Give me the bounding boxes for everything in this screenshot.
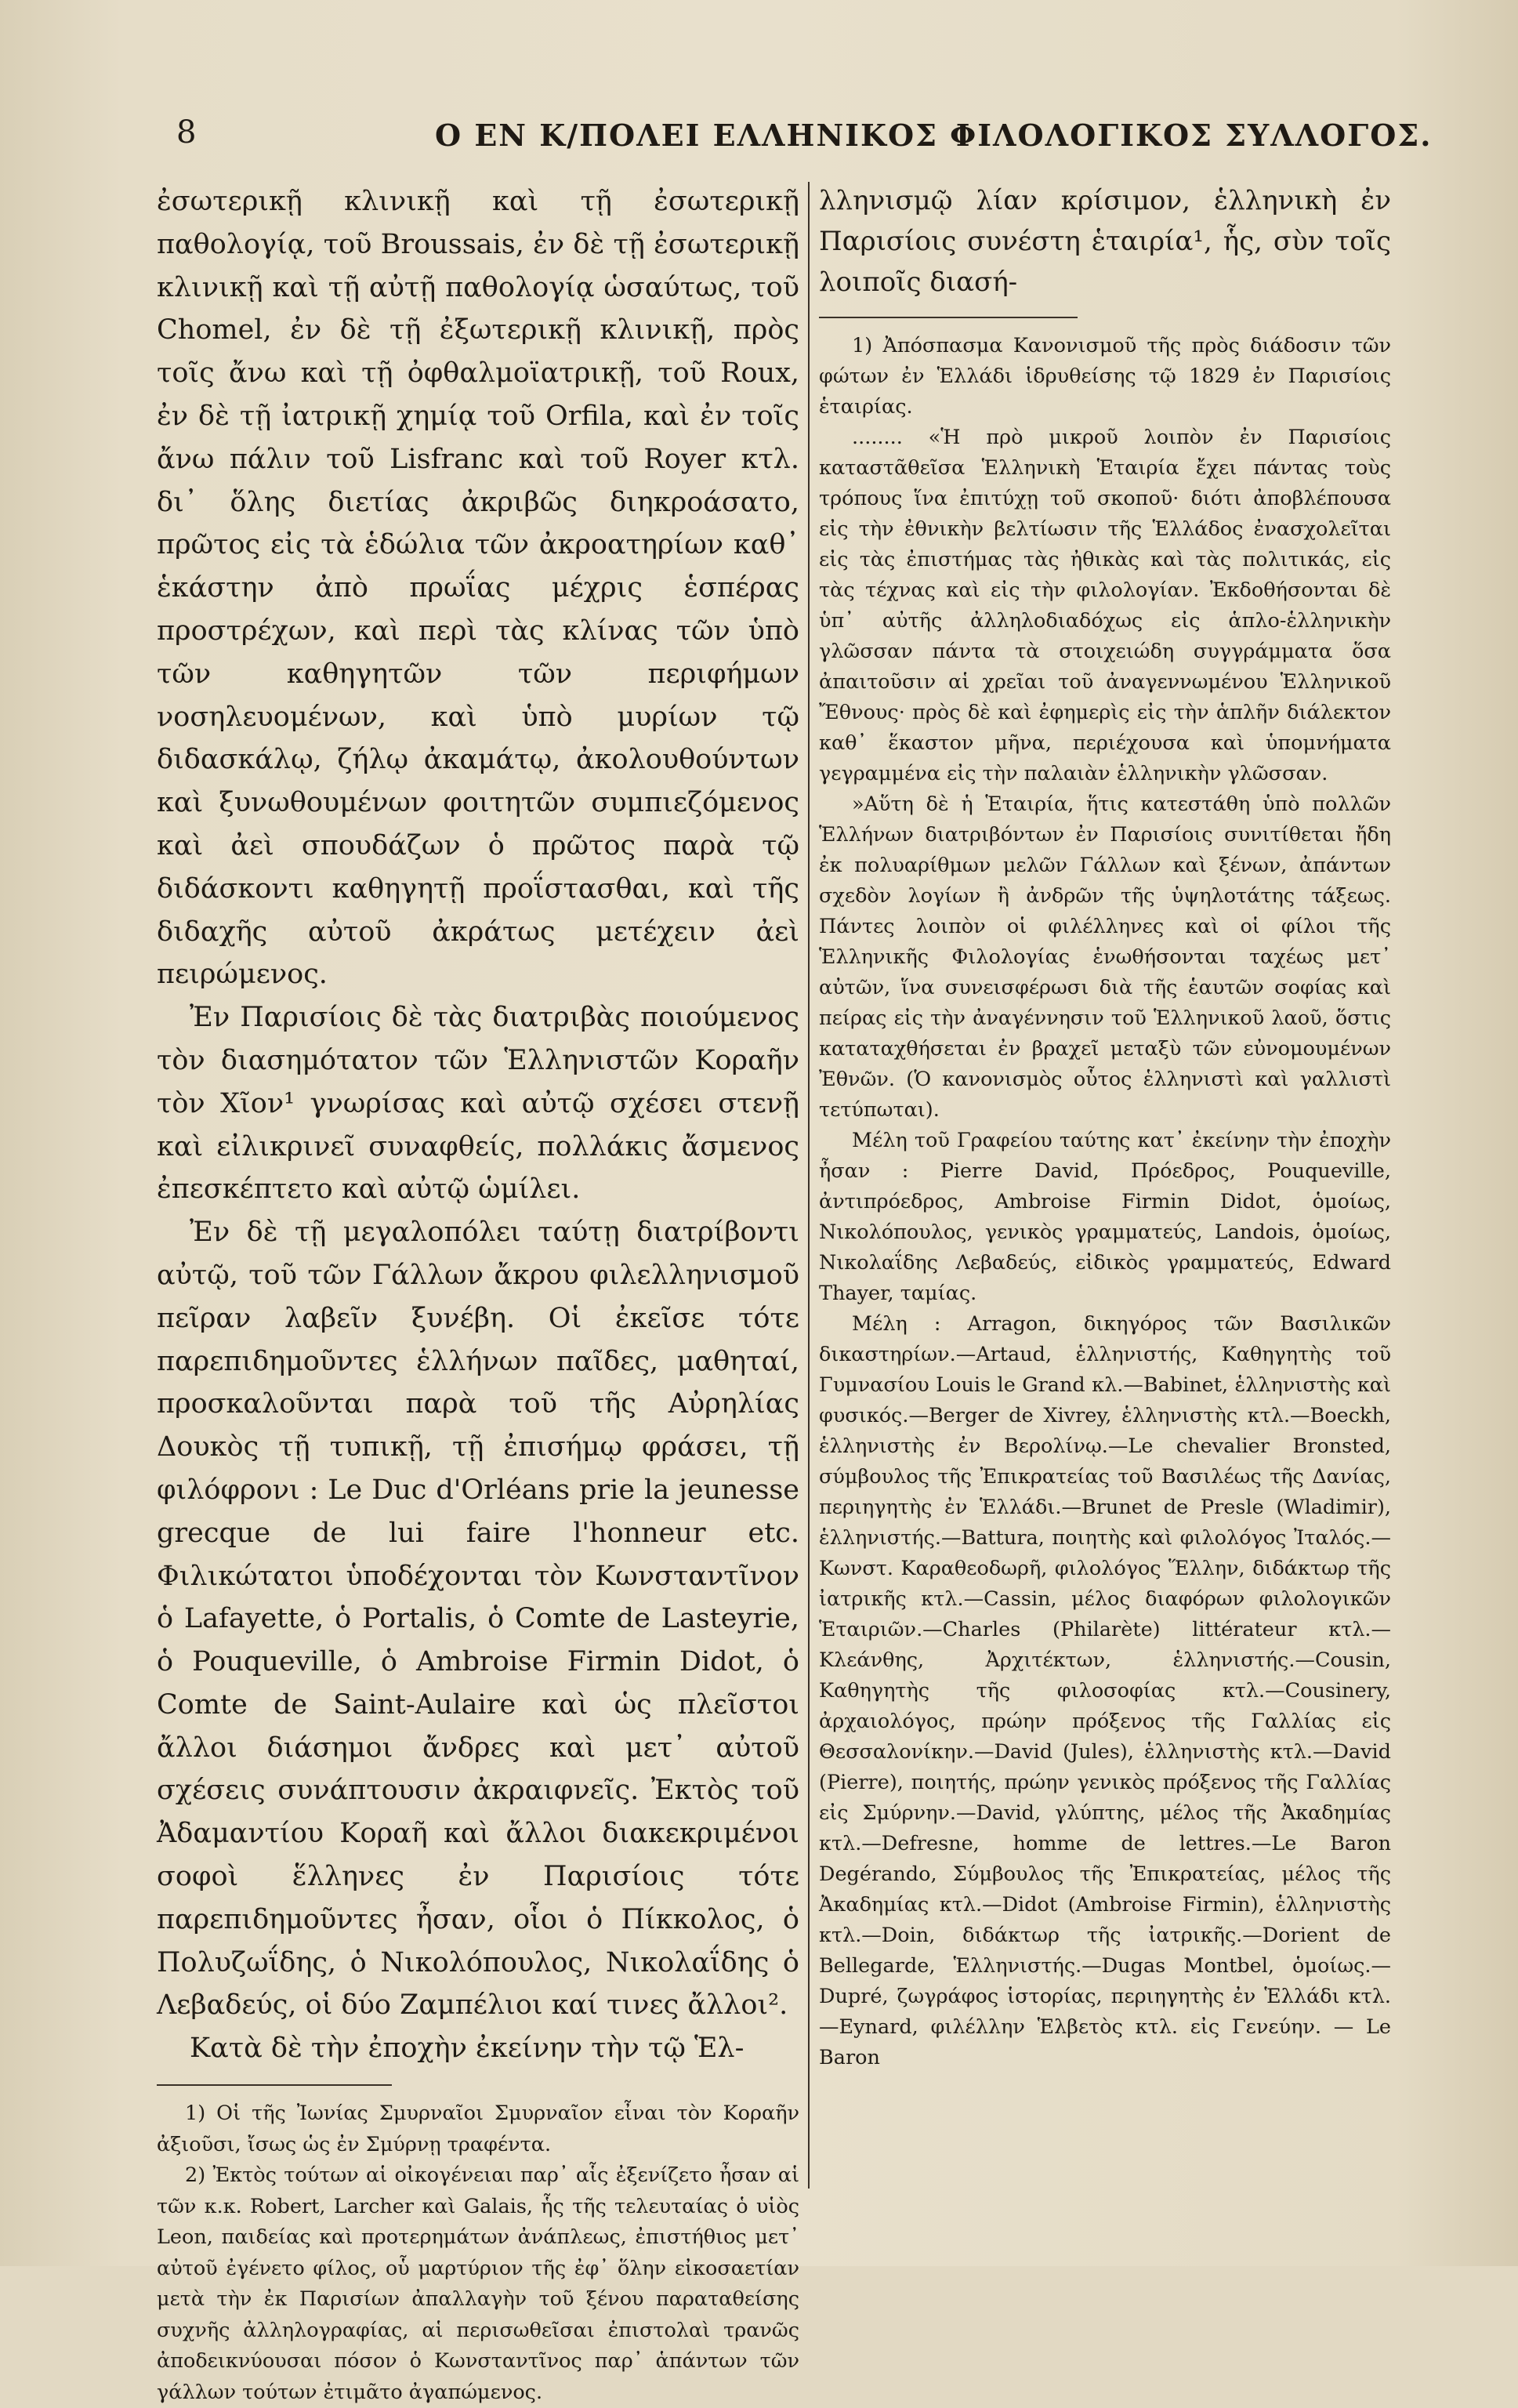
paragraph: Κατὰ δὲ τὴν ἐποχὴν ἐκείνην τὴν τῷ Ἑλ- xyxy=(190,2033,745,2065)
footnote-quote: »Αὕτη δὲ ἡ Ἑταιρία, ἥτις κατεστάθη ὑπὸ πολλῶν Ἑλλήνων διατριβόντων ἐν Παρισίοις συνιτίθεται ἤδη ἐκ πολυαρίθμων μελῶν Γάλλων καὶ ξένων, ἀπάντων σχεδὸν λογίων ἢ ἀνδρῶν τῆς ὑψηλοτάτης τάξεως. Πάντες λοιπὸν οἱ φιλέλληνες καὶ οἱ φίλοι τῆς Ἑλληνικῆς Φιλολογίας ἑνωθήσονται ταχέως μετ᾽ αὐτῶν, ἵνα συνεισφέρωσι διὰ τῆς ἑαυτῶν σοφίας καὶ πείρας εἰς τὴν ἀναγέννησιν τοῦ Ἑλληνικοῦ λαοῦ, ὅστις καταταχθήσεται ἐν βραχεῖ μεταξὺ τῶν εὐνομουμένων Ἐθνῶν. (Ὁ κανονισμὸς οὗτος ἑλληνιστὶ καὶ γαλλιστὶ τετύπωται). xyxy=(819,792,1391,1122)
footnote-members-list: Μέλη : Arragon, δικηγόρος τῶν Βασιλικῶν δικαστηρίων.—Artaud, ἑλληνιστής, Καθηγητὴς τοῦ Γυμνασίου Louis le Grand κλ.—Babinet, ἑλληνιστὴς καὶ φυσικός.—Berger de Xivrey, ἑλληνιστὴς κτλ.—Boeckh, ἑλληνιστὴς ἐν Βερολίνῳ.—Le chevalier Bronsted, σύμβουλος τῆς Ἐπικρατείας τοῦ Βασιλέως τῆς Δανίας, περιηγητὴς ἐν Ἑλλάδι.—Brunet de Presle (Wladimir), ἑλληνιστής.—Battura, ποιητὴς καὶ φιλολόγος Ἰταλός.—Κωνστ. Καραθεοδωρῆ, φιλολόγος Ἕλλην, διδάκτωρ τῆς ἰατρικῆς κτλ.—Cassin, μέλος διαφόρων φιλολογικῶν Ἑταιριῶν.—Charles (Philarète) littérateur κτλ.—Κλεάνθης, Ἀρχιτέκτων, ἑλληνιστής.—Cousin, Καθηγητὴς τῆς φιλοσοφίας κτλ.—Cousinery, ἀρχαιολόγος, πρώην πρόξενος τῆς Γαλλίας εἰς Θεσσαλονίκην.—David (Jules), ἑλληνιστὴς κτλ.—David (Pierre), ποιητής, πρώην γενικὸς πρόξενος τῆς Γαλλίας εἰς Σμύρνην.—David, γλύπτης, μέλος τῆς Ἀκαδημίας κτλ.—Defresne, homme de lettres.—Le Baron Degérando, Σύμβουλος τῆς Ἐπικρατείας, μέλος τῆς Ἀκαδημίας κτλ.—Didot (Ambroise Firmin), ἑλληνιστὴς κτλ.—Doin, διδάκτωρ τῆς ἰατρικῆς.—Dorient de Bellegarde, Ἑλληνιστής.—Dugas Montbel, ὁμοίως.—Dupré, ζωγράφος ἱστορίας, περιηγητὴς ἐν Ἑλλάδι κτλ.—Eynard, φιλέλλην Ἑλβετὸς κτλ. εἰς Γενεύην. — Le Baron xyxy=(819,1312,1391,2069)
footnote-rule xyxy=(157,2084,392,2086)
left-column xyxy=(157,180,799,2408)
footnote-quote: ........ «Ἡ πρὸ μικροῦ λοιπὸν ἐν Παρισίοις καταστᾶθεῖσα Ἑλληνικὴ Ἑταιρία ἔχει πάντας τοὺς τρόπους ἵνα ἐπιτύχῃ τοῦ σκοποῦ· διότι ἀποβλέπουσα εἰς τὴν ἐθνικὴν βελτίωσιν τῆς Ἑλλάδος ἐνασχολεῖται εἰς τὰς ἐπιστήμας τὰς ἠθικὰς καὶ τὰς πολιτικάς, εἰς τὰς τέχνας καὶ εἰς τὴν φιλολογίαν. Ἐκδοθήσονται δὲ ὑπ᾽ αὐτῆς ἀλληλοδιαδόχως εἰς ἁπλο-ἑλληνικὴν γλῶσσαν πάντα τὰ στοιχειώδη συγγράμματα ὅσα ἀπαιτοῦσιν αἱ χρεῖαι τοῦ ἀναγεννωμένου Ἑλληνικοῦ Ἔθνους· πρὸς δὲ καὶ ἐφημερὶς εἰς τὴν ἁπλῆν διάλεκτον καθ᾽ ἕκαστον μῆνα, περιέχουσα καὶ ὑπομνήματα γεγραμμένα εἰς τὴν παλαιὰν ἑλληνικὴν γλῶσσαν. xyxy=(819,426,1391,785)
footnote: 2) Ἐκτὸς τούτων αἱ οἰκογένειαι παρ᾽ αἷς ἐξενίζετο ἦσαν αἱ τῶν κ.κ. Robert, Larcher καὶ Galais, ἧς τῆς τελευταίας ὁ υἱὸς Leon, παιδείας καὶ προτερημάτων ἀνάπλεως, ἐπιστήθιος μετ᾽ αὐτοῦ ἐγένετο φίλος, οὗ μαρτύριον τῆς ἐφ᾽ ὅλην εἰκοσαετίαν μετὰ τὴν ἐκ Παρισίων ἀπαλλαγὴν τοῦ ξένου παραταθείσης συχνῆς ἀλληλογραφίας, αἱ περισωθεῖσαι ἐπιστολαὶ τρανῶς ἀποδεικνύουσαι πόσον ὁ Κωνσταντῖνος παρ᾽ ἁπάντων τῶν γάλλων τούτων ἐτιμᾶτο ἀγαπώμενος. xyxy=(157,2163,799,2404)
paragraph: Ἐν Παρισίοις δὲ τὰς διατριβὰς ποιούμενος τὸν διασημότατον τῶν Ἑλληνιστῶν Κοραῆν τὸν Χῖον¹ γνωρίσας καὶ αὐτῷ σχέσει στενῇ καὶ εἰλικρινεῖ συναφθείς, πολλάκις ἄσμενος ἐπεσκέπτετο καὶ αὐτῷ ὡμίλει. xyxy=(157,1002,799,1206)
footnote: 1) Οἱ τῆς Ἰωνίας Σμυρναῖοι Σμυρναῖον εἶναι τὸν Κοραῆν ἀξιοῦσι, ἴσως ὡς ἐν Σμύρνῃ τραφέντα. xyxy=(157,2102,799,2156)
paragraph: λληνισμῷ λίαν κρίσιμον, ἑλληνικὴ ἐν Παρισίοις συνέστη ἑταιρία¹, ἧς, σὺν τοῖς λοιποῖς διασή- xyxy=(819,185,1391,298)
footnote-rule xyxy=(819,317,1078,318)
left-footnotes xyxy=(157,2098,799,2408)
page-number: 8 xyxy=(176,114,197,150)
footnote-members-board: Μέλη τοῦ Γραφείου ταύτης κατ᾽ ἐκείνην τὴν ἐποχὴν ἦσαν : Pierre David, Πρόεδρος, Pouqueville, ἀντιπρόεδρος, Ambroise Firmin Didot, ὁμοίως, Νικολόπουλος, γενικὸς γραμματεύς, Landois, ὁμοίως, Νικολαΐδης Λεβαδεύς, εἰδικὸς γραμματεύς, Edward Thayer, ταμίας. xyxy=(819,1129,1391,1305)
column-divider xyxy=(808,182,810,2189)
paragraph: Ἐν δὲ τῇ μεγαλοπόλει ταύτῃ διατρίβοντι αὐτῷ, τοῦ τῶν Γάλλων ἄκρου φιλελληνισμοῦ πεῖραν λαβεῖν ξυνέβη. Οἱ ἐκεῖσε τότε παρεπιδημοῦντες ἑλλήνων παῖδες, μαθηταί, προσκαλοῦνται παρὰ τοῦ τῆς Αὐρηλίας Δουκὸς τῇ τυπικῇ, τῇ ἐπισήμῳ φράσει, τῇ φιλόφρονι : Le Duc d'Orléans prie la jeunesse grecque de lui faire l'honneur etc. Φιλικώτατοι ὑποδέχονται τὸν Κωνσταντῖνον ὁ Lafayette, ὁ Portalis, ὁ Comte de Lasteyrie, ὁ Pouqueville, ὁ Ambroise Firmin Didot, ὁ Comte de Saint-Aulaire καὶ ὡς πλεῖστοι ἄλλοι διάσημοι ἄνδρες καὶ μετ᾽ αὐτοῦ σχέσεις συνάπτουσιν ἀκραιφνεῖς. Ἐκτὸς τοῦ Ἀδαμαντίου Κοραῆ καὶ ἄλλοι διακεκριμένοι σοφοὶ ἕλληνες ἐν Παρισίοις τότε παρεπιδημοῦντες ἦσαν, οἷοι ὁ Πίκκολος, ὁ Πολυζωΐδης, ὁ Νικολόπουλος, Νικολαΐδης ὁ Λεβαδεύς, οἱ δύο Ζαμπέλιοι καί τινες ἄλλοι². xyxy=(157,1217,799,2022)
right-body-text xyxy=(819,331,1391,2073)
footnote: 1) Ἀπόσπασμα Κανονισμοῦ τῆς πρὸς διάδοσιν τῶν φώτων ἐν Ἑλλάδι ἱδρυθείσης τῷ 1829 ἐν Παρισίοις ἑταιρίας. xyxy=(819,334,1391,419)
left-body-text xyxy=(157,180,799,2070)
paragraph: ἐσωτερικῇ κλινικῇ καὶ τῇ ἐσωτερικῇ παθολογίᾳ, τοῦ Broussais, ἐν δὲ τῇ ἐσωτερικῇ κλινικῇ καὶ τῇ αὐτῇ παθολογίᾳ ὡσαύτως, τοῦ Chomel, ἐν δὲ τῇ ἐξωτερικῇ κλινικῇ, πρὸς τοῖς ἄνω καὶ τῇ ὀφθαλμοϊατρικῇ, τοῦ Roux, ἐν δὲ τῇ ἰατρικῇ χημίᾳ τοῦ Orfila, καὶ ἐν τοῖς ἄνω πάλιν τοῦ Lisfranc καὶ τοῦ Royer κτλ. δι᾽ ὅλης διετίας ἀκριβῶς διηκροάσατο, πρῶτος εἰς τὰ ἑδώλια τῶν ἀκροατηρίων καθ᾽ ἑκάστην ἀπὸ πρωΐας μέχρις ἑσπέρας προστρέχων, καὶ περὶ τὰς κλίνας τῶν ὑπὸ τῶν καθηγητῶν τῶν περιφήμων νοσηλευομένων, καὶ ὑπὸ μυρίων τῷ διδασκάλῳ, ζήλῳ ἀκαμάτῳ, ἀκολουθούντων καὶ ξυνωθουμένων φοιτητῶν συμπιεζόμενος καὶ ἀεὶ σπουδάζων ὁ πρῶτος παρὰ τῷ διδάσκοντι καθηγητῇ προΐστασθαι, καὶ τῆς διδαχῆς αὐτοῦ ἀκράτως μετέχειν ἀεὶ πειρώμενος. xyxy=(157,186,799,991)
page-header xyxy=(176,110,1433,165)
running-title: Ο ΕΝ Κ/ΠΟΛΕΙ ΕΛΛΗΝΙΚΟΣ ΦΙΛΟΛΟΓΙΚΟΣ ΣΥΛΛΟΓΟΣ. xyxy=(435,118,1433,153)
right-top-paragraph xyxy=(819,180,1391,303)
right-column xyxy=(819,180,1391,2073)
